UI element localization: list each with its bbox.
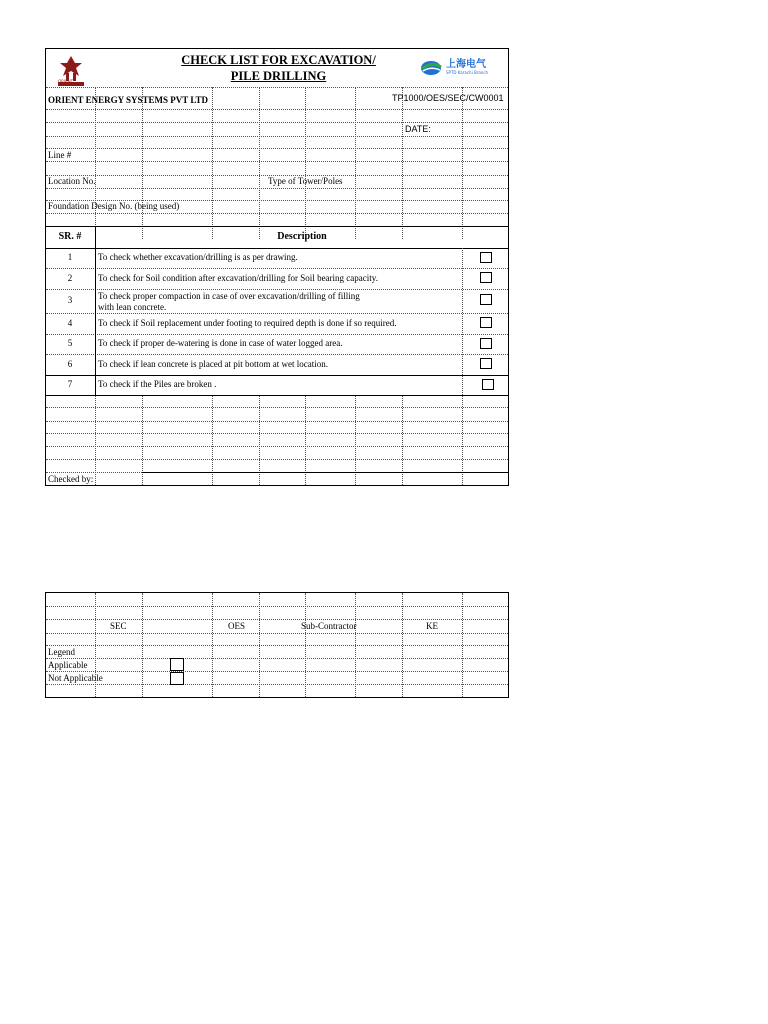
- sr-column-header: SR. #: [58, 231, 82, 242]
- checklist-checkbox[interactable]: [480, 272, 492, 283]
- tower-type-label: Type of Tower/Poles: [268, 176, 343, 186]
- checked-by-label: Checked by:: [48, 474, 94, 484]
- signature-legend-block: [45, 592, 509, 698]
- description-column-header: Description: [277, 231, 327, 242]
- signature-subcontractor-label: Sub-Contractor: [301, 621, 357, 631]
- document-number: TP1000/OES/SEC/CW0001: [392, 93, 504, 103]
- checklist-description-cont: with lean concrete.: [98, 302, 167, 312]
- checklist-sr: 5: [67, 338, 73, 348]
- checklist-form: [45, 48, 509, 486]
- legend-title: Legend: [48, 647, 75, 657]
- checklist-sr: 6: [67, 359, 73, 369]
- checklist-description: To check if proper de-watering is done in case of water logged area.: [98, 338, 343, 348]
- company-name: ORIENT ENERGY SYSTEMS PVT LTD: [48, 95, 209, 105]
- checklist-checkbox[interactable]: [480, 358, 492, 369]
- legend-not-applicable-box: [170, 672, 184, 685]
- legend-not-applicable-label: Not Applicable: [48, 673, 103, 683]
- signature-ke-label: KE: [426, 621, 438, 631]
- signature-oes-label: OES: [228, 621, 246, 631]
- checklist-sr: 7: [67, 379, 73, 389]
- logo-right-en-text: SPTD Karachi Branch: [446, 70, 489, 75]
- checklist-sr: 3: [67, 295, 73, 305]
- checklist-description: To check proper compaction in case of over excavation/drilling of filling: [98, 291, 360, 301]
- checklist-sr: 2: [67, 273, 73, 283]
- checklist-checkbox[interactable]: [480, 338, 492, 349]
- checklist-description: To check for Soil condition after excavation/drilling for Soil bearing capacity.: [98, 273, 378, 283]
- foundation-design-label: Foundation Design No. (being used): [48, 201, 180, 211]
- checklist-description: To check if lean concrete is placed at pit bottom at wet location.: [98, 359, 329, 369]
- checklist-checkbox[interactable]: [480, 252, 492, 263]
- legend-applicable-label: Applicable: [48, 660, 88, 670]
- checklist-description: To check if Soil replacement under footing to required depth is done if so required.: [98, 318, 397, 328]
- form-title: [166, 52, 391, 84]
- location-number-label: Location No.: [48, 176, 96, 186]
- signature-sec-label: SEC: [110, 621, 127, 631]
- checklist-sr: 4: [67, 318, 73, 328]
- logo-right-cn-text: 上海电气: [446, 59, 486, 70]
- checklist-sr: 1: [67, 252, 73, 262]
- legend-applicable-box: [170, 658, 184, 671]
- date-label: DATE:: [405, 124, 431, 134]
- form-title-line2: PILE DRILLING: [230, 69, 327, 83]
- checklist-checkbox[interactable]: [480, 317, 492, 328]
- checklist-description: To check if the Piles are broken .: [98, 379, 217, 389]
- checklist-description: To check whether excavation/drilling is as per drawing.: [98, 252, 298, 262]
- checklist-checkbox[interactable]: [480, 294, 492, 305]
- line-number-label: Line #: [48, 150, 72, 160]
- checklist-checkbox[interactable]: [482, 379, 494, 390]
- logo-left-caption: ORIENT: [58, 79, 74, 84]
- form-title-line1: CHECK LIST FOR EXCAVATION/: [181, 53, 376, 67]
